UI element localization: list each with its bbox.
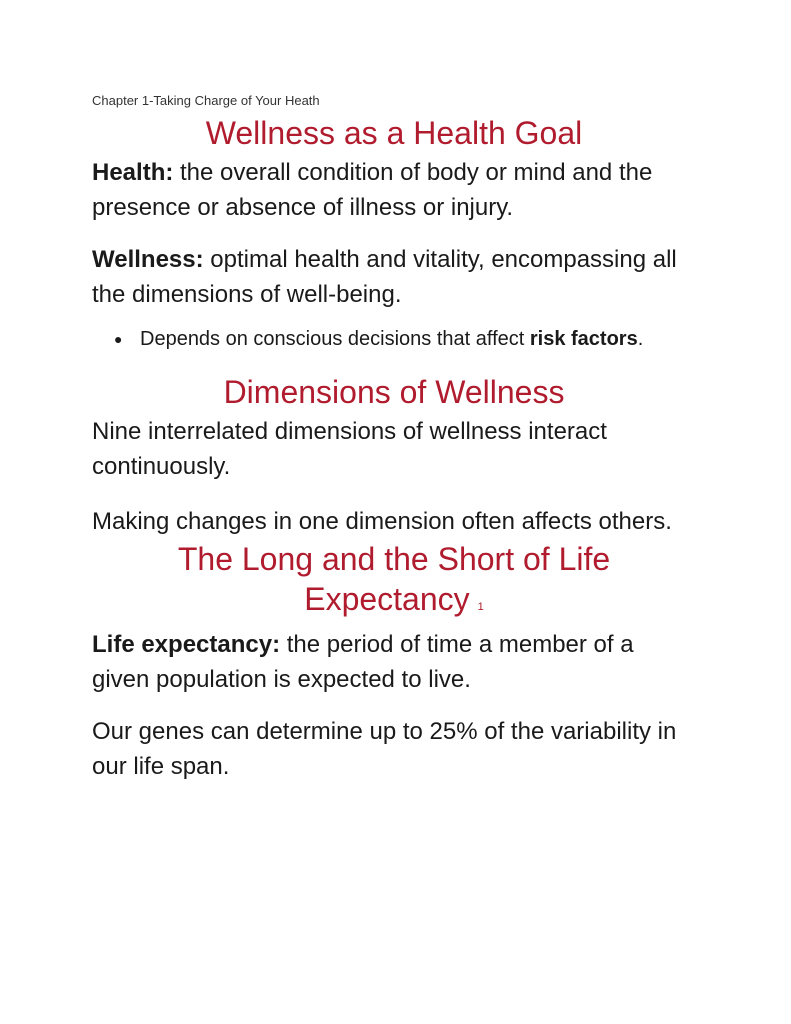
definition-wellness-text: optimal health and vitality, encompassing all the dimensions of well-being. bbox=[92, 246, 677, 308]
list-item bbox=[114, 324, 696, 354]
definition-wellness bbox=[92, 242, 696, 312]
bullet-dot-icon: ● bbox=[114, 331, 123, 347]
term-wellness: Wellness: bbox=[92, 246, 204, 273]
paragraph-making-changes: Making changes in one dimension often affects others. bbox=[92, 508, 672, 535]
term-life-expectancy: Life expectancy: bbox=[92, 631, 281, 658]
chapter-line: Chapter 1-Taking Charge of Your Heath bbox=[92, 93, 320, 108]
section-heading-wellness: Wellness as a Health Goal bbox=[205, 115, 583, 151]
definition-health-text: the overall condition of body or mind and the presence or absence of illness or injury. bbox=[92, 159, 653, 221]
definition-life-expectancy bbox=[92, 627, 696, 697]
paragraph-nine-dimensions: Nine interrelated dimensions of wellness interact continuously. bbox=[92, 418, 607, 480]
definition-life-expectancy-text: the period of time a member of a given population is expected to live. bbox=[92, 631, 634, 693]
bullet-text: Depends on conscious decisions that affect bbox=[140, 328, 530, 350]
section-heading-dimensions: Dimensions of Wellness bbox=[223, 374, 565, 410]
term-health: Health: bbox=[92, 159, 174, 186]
document-page bbox=[92, 93, 696, 784]
section-heading-life-expectancy bbox=[92, 539, 696, 627]
bullet-bold-text: risk factors bbox=[529, 328, 638, 350]
definition-health bbox=[92, 155, 696, 225]
bullet-text-end: . bbox=[637, 328, 644, 350]
section-heading-life-expectancy-text: The Long and the Short of Life Expectancy bbox=[177, 541, 611, 617]
paragraph-genes: Our genes can determine up to 25% of the variability in our life span. bbox=[92, 718, 677, 780]
footnote-marker: 1 bbox=[477, 601, 484, 613]
wellness-bullet-list bbox=[92, 324, 696, 354]
